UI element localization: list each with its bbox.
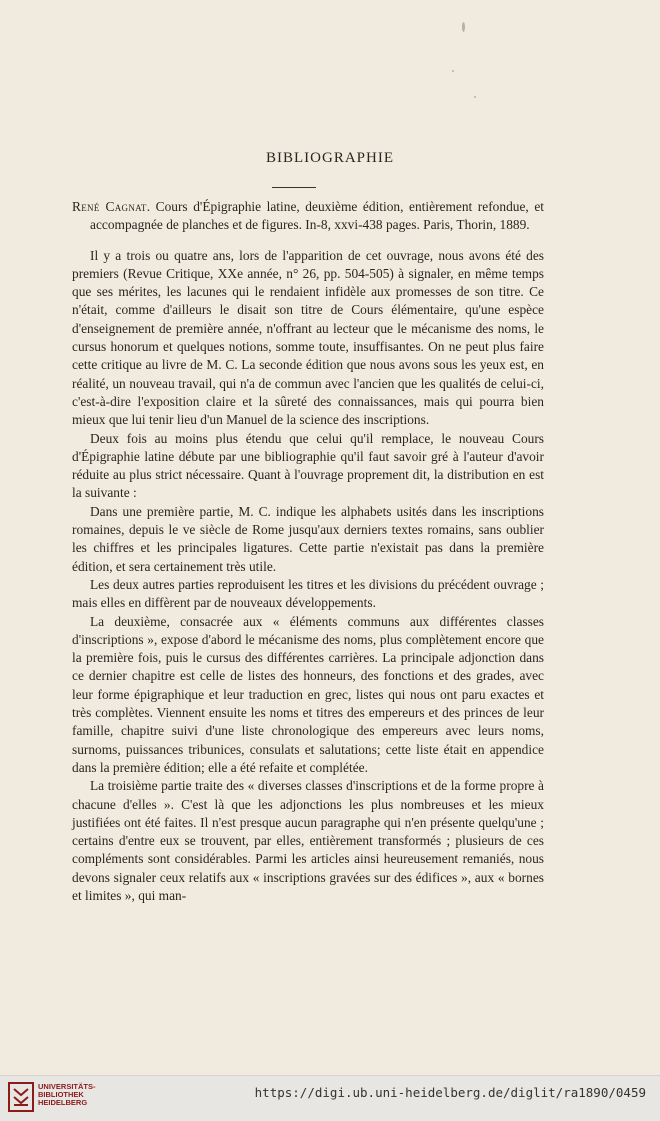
- paragraph: Deux fois au moins plus étendu que celui qu'il remplace, le nouveau Cours d'Épigraphie latine débute par une bibliographie qu'il faut savoir gré à l'auteur d'avoir réduite au plus strict nécessaire. Quant à l'ouvrage proprement dit, la distribution en est la suivante :: [72, 430, 544, 501]
- paragraph: La deuxième, consacrée aux « éléments communs aux différentes classes d'inscriptions », expose d'abord le mécanisme des noms, plus complètement encore que la première fois, puis le cursus des différentes carrières. La principale adjonction dans ce dernier chapitre est celle de listes des honneurs, des fonctions et des grades, avec leur forme épigraphique et leur traduction en grec, listes qui nous ont paru exactes et très complètes. Viennent ensuite les noms et titres des empereurs et des princes de leur famille, chapitre suivi d'une liste chronologique des empereurs avec leurs noms, surnoms, puissances tribunices, consulats et salutations; cette liste était en appendice dans la première édition; elle a été refaite et complétée.: [72, 613, 544, 775]
- library-name-line: UNIVERSITÄTS-: [38, 1082, 96, 1091]
- paper-speck: [452, 70, 454, 72]
- paper-speck: [462, 22, 465, 32]
- title-divider: [272, 187, 316, 188]
- paragraph: La troisième partie traite des « diverses classes d'inscriptions et de la forme propre à chacune d'elles ». C'est là que les adjonctions les plus nombreuses et les mieux justifiées ont été faites. Il n'est presque aucun paragraphe qui n'en présente quelqu'une ; certains d'entre eux se trouvent, par elles, entièrement transformés ; plusieurs de ces compléments sont considérables. Parmi les articles ainsi heureusement remaniés, nous devons signaler ceux relatifs aux « inscriptions gravées sur des édifices », aux « bornes et limites », qui man-: [72, 778, 544, 903]
- library-name-line: HEIDELBERG: [38, 1098, 88, 1107]
- library-name: [38, 1083, 96, 1107]
- paper-speck: [474, 96, 476, 98]
- library-name-line: BIBLIOTHEK: [38, 1090, 84, 1099]
- reference-author: René Cagnat: [72, 199, 147, 214]
- article-body: [72, 198, 544, 905]
- paragraph: Il y a trois ou quatre ans, lors de l'apparition de cet ouvrage, nous avons été des premiers (Revue Critique, XXe année, n° 26, pp. 504-505) à signaler, en même temps que ses mérites, les lacunes qui le rendaient infidèle aux promesses de son titre. Ce n'était, comme d'ailleurs le disait son titre de Cours élémentaire, qu'une espèce d'enseignement de première année, n'offrant au lecteur que le mécanisme des noms, le cursus honorum et quelques notions, somme toute, insuffisantes. On ne peut plus faire cette critique au livre de M. C. La seconde édition que nous avons sous les yeux est, en réalité, un nouveau travail, qui n'a de commun avec l'ancien que les qualités de celui-ci, c'est-à-dire l'exposition claire et la sûreté des connaissances, mais qui pourra bien mieux que lui tenir lieu d'un Manuel de la science des inscriptions.: [72, 247, 544, 428]
- bibliographic-reference: [72, 198, 544, 235]
- paragraph: Dans une première partie, M. C. indique les alphabets usités dans les inscriptions romaines, depuis le ve siècle de Rome jusqu'aux derniers textes romains, sans oublier les chiffres et les principales ligatures. Cette partie n'existait pas dans la première édition, et sera certainement très utile.: [72, 503, 544, 574]
- heidelberg-library-logo-icon: [8, 1081, 34, 1113]
- permalink-url[interactable]: https://digi.ub.uni-heidelberg.de/diglit/ra1890/0459: [254, 1085, 646, 1100]
- page-title: BIBLIOGRAPHIE: [266, 150, 394, 166]
- paragraph: Les deux autres parties reproduisent les titres et les divisions du précédent ouvrage ; mais elles en diffèrent par de nouveaux développements.: [72, 576, 544, 611]
- reference-details: . Cours d'Épigraphie latine, deuxième édition, entièrement refondue, et accompagnée de planches et de figures. In-8, xxvi-438 pages. Paris, Thorin, 1889.: [90, 199, 544, 233]
